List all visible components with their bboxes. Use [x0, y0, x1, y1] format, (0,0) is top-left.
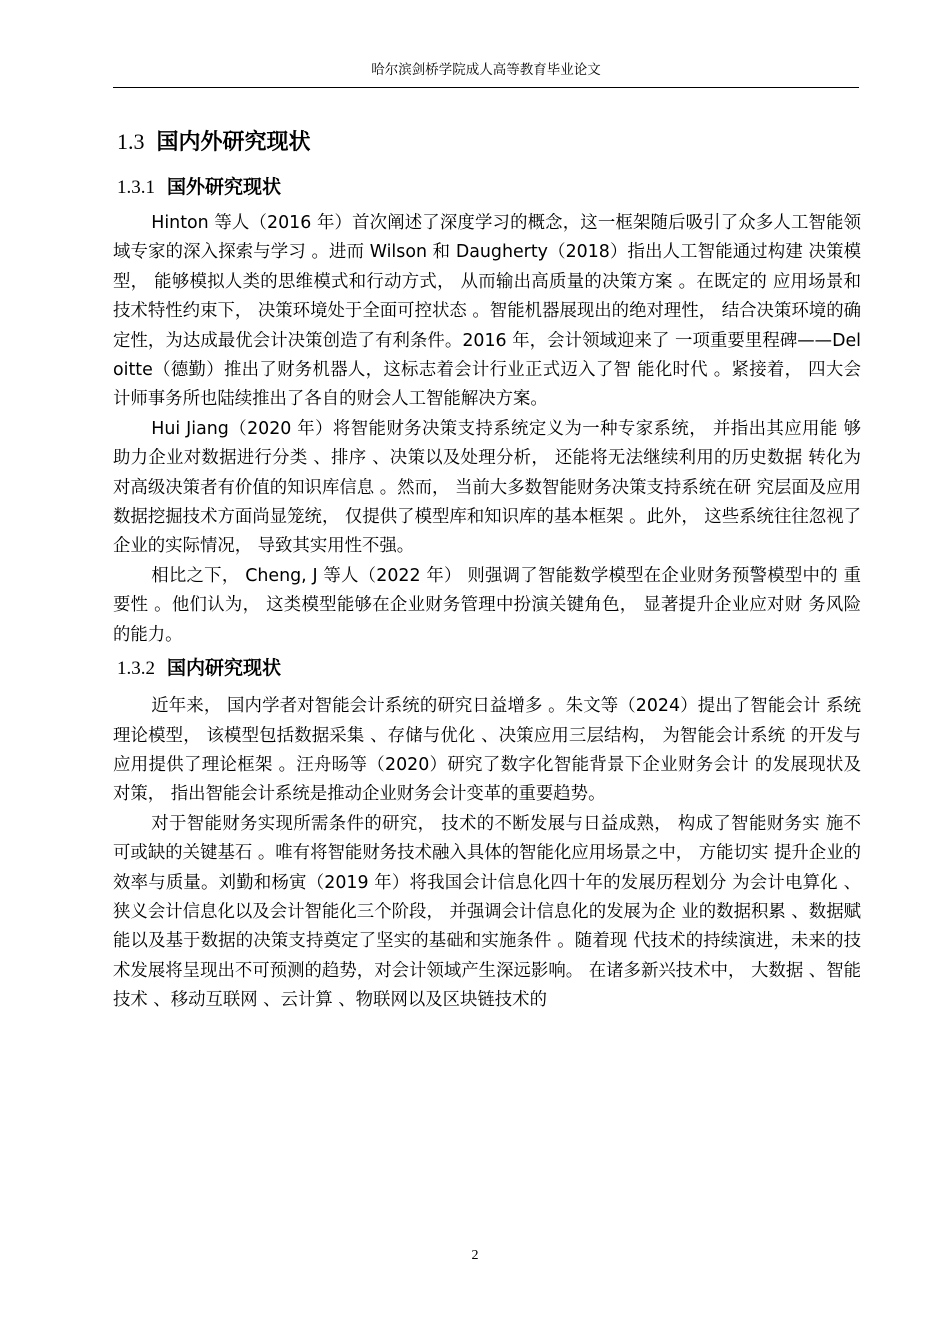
section-heading — [117, 127, 861, 158]
subsection-title: 国内研究现状 — [167, 657, 282, 680]
section-number: 1.3 — [117, 129, 145, 154]
subsection-title: 国外研究现状 — [167, 176, 282, 198]
subsection-heading — [117, 172, 861, 203]
paragraph: Hui Jiang（2020 年）将智能财务决策支持系统定义为一种专家系统， 并指出其应用能 够助力企业对数据进行分类 、排序 、决策以及处理分析， 还能将无法继续利用的历史数据 转化为对高级决策者有价值的知识库信息 。然而， 当前大多数智能财务决策支持系统在研 究层面及应用数据挖掘技术方面尚显笼统， 仅提供了模型库和知识库的基本框架 。此外， 这些系统往往忽视了企业的实际情况， 导致其实用性不强。 — [113, 418, 861, 557]
paragraph: Hinton 等人（2016 年）首次阐述了深度学习的概念，这一框架随后吸引了众多人工智能领域专家的深入探索与学习 。进而 Wilson 和 Daugherty（2018）指出人工智能通过构建 决策模型， 能够模拟人类的思维模式和行动方式， 从而输出高质量的决策方案 。在既定的 应用场景和技术特性约束下， 决策环境处于全面可控状态 。智能机器展现出的绝对理性， 结合决策环境的确定性，为达成最优会计决策创造了有利条件。2016 年，会计领域迎来了 一项重要里程碑——Deloitte（德勤）推出了财务机器人，这标志着会计行业正式迈入了智 能化时代 。紧接着， 四大会计师事务所也陆续推出了各自的财会人工智能解决方案。 — [113, 213, 861, 410]
subsection-number: 1.3.1 — [117, 177, 155, 198]
running-header: 哈尔滨剑桥学院成人高等教育毕业论文 — [371, 62, 601, 78]
section-title: 国内外研究现状 — [156, 130, 311, 155]
subsection-heading — [117, 653, 861, 684]
paragraph: 对于智能财务实现所需条件的研究， 技术的不断发展与日益成熟， 构成了智能财务实 施不可或缺的关键基石 。唯有将智能财务技术融入具体的智能化应用场景之中， 方能切实 提升企业的效率与质量。刘勤和杨寅（2019 年）将我国会计信息化四十年的发展历程划分 为会计电算化 、狭义会计信息化以及会计智能化三个阶段， 并强调会计信息化的发展为企 业的数据积累 、数据赋能以及基于数据的决策支持奠定了坚实的基础和实施条件 。随着现 代技术的持续演进，未来的技术发展将呈现出不可预测的趋势，对会计领域产生深远影响。 在诸多新兴技术中， 大数据 、智能技术 、移动互联网 、云计算 、物联网以及区块链技术的 — [113, 813, 861, 1011]
subsection-number: 1.3.2 — [117, 658, 155, 680]
paragraph: 相比之下， Cheng, J 等人（2022 年） 则强调了智能数学模型在企业财务预警模型中的 重要性 。他们认为， 这类模型能够在企业财务管理中扮演关键角色， 显著提升企业应对财 务风险的能力。 — [113, 565, 861, 645]
header-divider — [113, 87, 859, 88]
page-body — [113, 120, 861, 1016]
paragraph: 近年来， 国内学者对智能会计系统的研究日益增多 。朱文等（2024）提出了智能会计 系统理论模型， 该模型包括数据采集 、存储与优化 、决策应用三层结构， 为智能会计系统 的开发与应用提供了理论框架 。汪舟旸等（2020）研究了数字化智能背景下企业财务会计 的发展现状及对策， 指出智能会计系统是推动企业财务会计变革的重要趋势。 — [113, 696, 861, 805]
page-number: 2 — [471, 1248, 479, 1263]
